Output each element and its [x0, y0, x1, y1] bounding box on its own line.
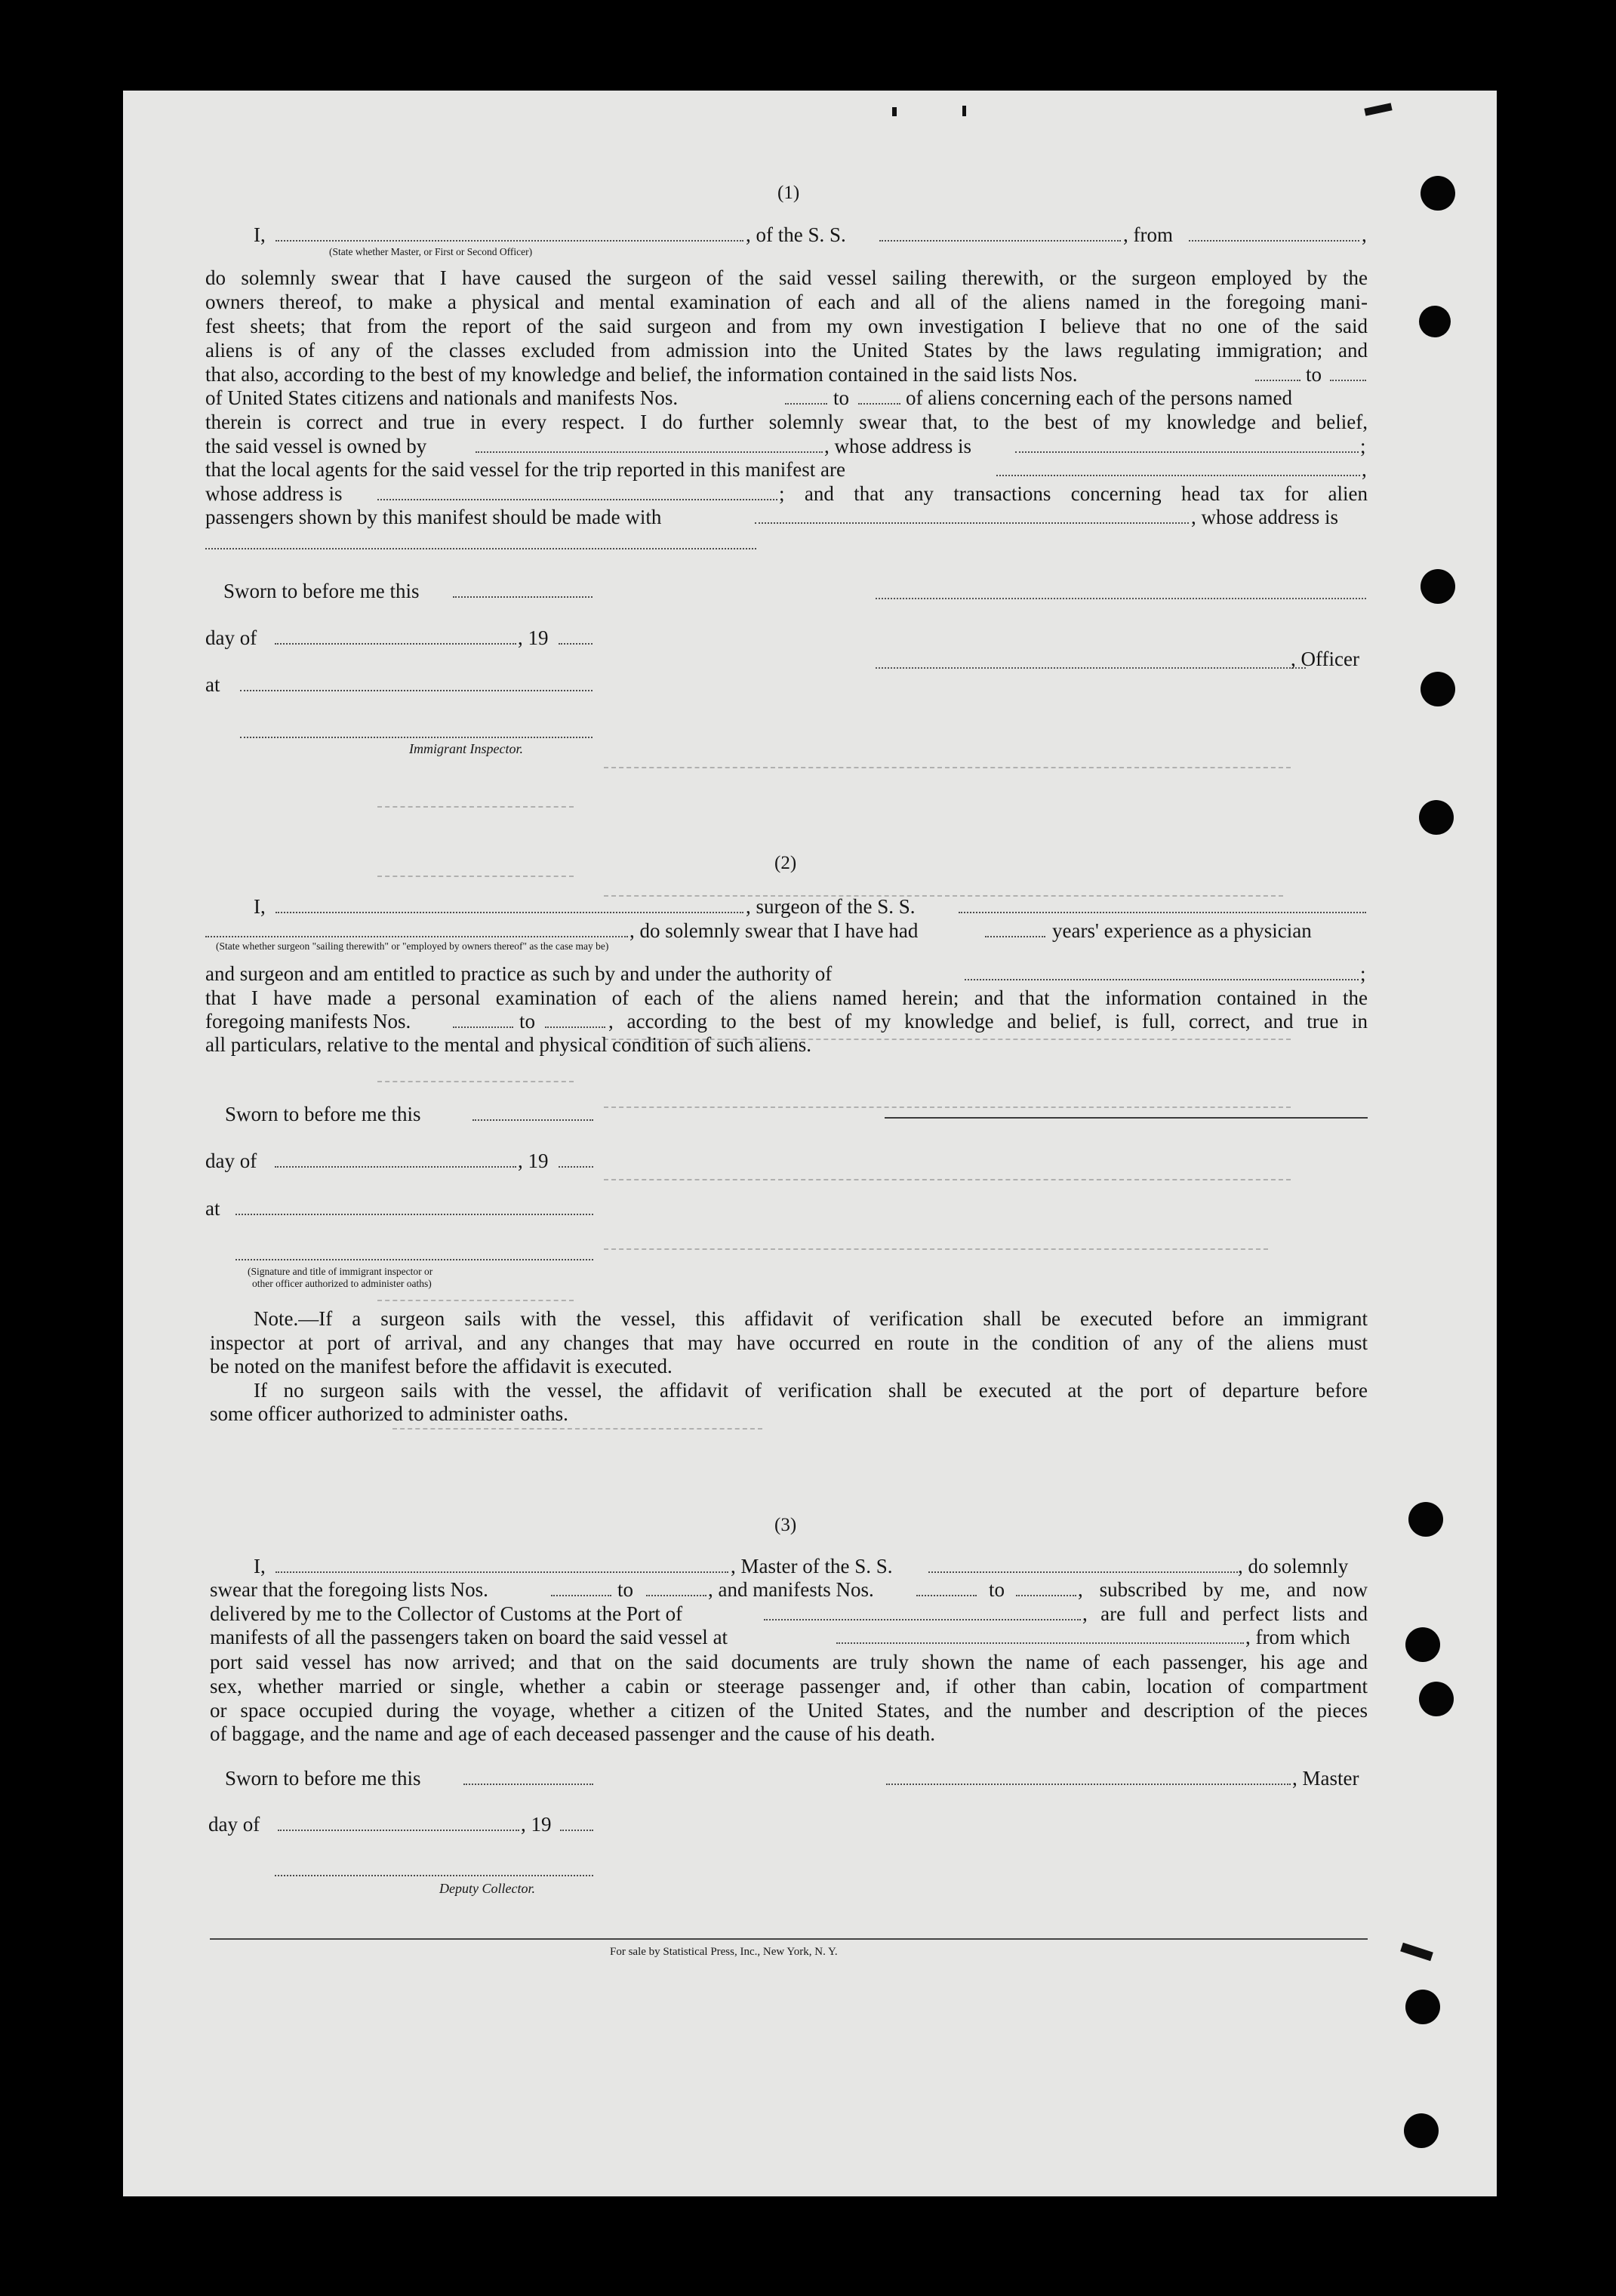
note-line: If no surgeon sails with the vessel, the affidavit of verification shall be executed at the port of departure before — [254, 1379, 1368, 1402]
officer-signature-line[interactable] — [876, 598, 1366, 599]
immigrant-inspector-caption: Immigrant Inspector. — [409, 741, 523, 756]
bleed-through-line — [604, 1106, 1291, 1108]
section-2-number: (2) — [774, 853, 797, 873]
bleed-through-line — [604, 767, 1291, 768]
master-sworn-month-field[interactable] — [278, 1830, 519, 1831]
deputy-collector-caption: Deputy Collector. — [439, 1881, 535, 1896]
authority-field[interactable] — [965, 979, 1359, 980]
officer-title-caption: (State whether Master, or First or Second Officer) — [329, 246, 533, 257]
surgeon-sworn-year-field[interactable] — [559, 1166, 593, 1168]
bleed-through-line — [392, 1428, 762, 1430]
surgeon-sworn-month-field[interactable] — [275, 1166, 516, 1168]
to-label: to — [519, 1010, 536, 1033]
surgeon-type-field[interactable] — [205, 936, 628, 937]
note-line: be noted on the manifest before the affidavit is executed. — [210, 1355, 673, 1377]
line-semicolon: ; — [1360, 962, 1366, 985]
head-tax-address-field[interactable] — [205, 548, 756, 549]
at-label: at — [205, 1197, 220, 1220]
printer-credit: For sale by Statistical Press, Inc., New York, N. Y. — [610, 1946, 838, 1958]
whose-address-label: , whose address is — [1191, 506, 1338, 528]
punch-hole — [1408, 1502, 1443, 1537]
subscribed-text: , subscribed by me, and now — [1078, 1578, 1368, 1601]
note-line: inspector at port of arrival, and any changes that may have occurred en route in the condition of any of the aliens must — [210, 1331, 1368, 1354]
bleed-through-line — [604, 1179, 1291, 1180]
bleed-through-line — [377, 1300, 574, 1301]
ship-name-field[interactable] — [879, 240, 1121, 242]
owned-by-text: the said vessel is owned by — [205, 435, 427, 457]
master-paragraph-line: or space occupied during the voyage, whether a citizen of the United States, and the number and description of the pieces — [210, 1699, 1368, 1722]
edge-mark — [892, 107, 897, 116]
punch-hole — [1421, 176, 1455, 211]
master-ship-field[interactable] — [928, 1571, 1238, 1573]
master-manifests-to-field[interactable] — [1016, 1595, 1076, 1596]
line-comma: , — [1362, 458, 1367, 481]
punch-hole — [1404, 2113, 1439, 2148]
master-label-right: , Master — [1292, 1767, 1359, 1790]
year-prefix: , 19 — [518, 1150, 549, 1172]
manifests-to-field[interactable] — [858, 403, 900, 405]
surgeon-sworn-day-field[interactable] — [472, 1119, 593, 1121]
to-label: to — [617, 1578, 634, 1601]
of-ss-label: , of the S. S. — [746, 223, 846, 246]
master-manifests-from-field[interactable] — [916, 1595, 977, 1596]
local-agents-field[interactable] — [996, 475, 1360, 476]
oath-paragraph-line: aliens is of any of the classes excluded from admission into the United States by the laws regulating immigration; and — [205, 339, 1368, 362]
at-label: at — [205, 673, 220, 696]
head-tax-party-field[interactable] — [755, 522, 1189, 524]
note-line: Note.—If a surgeon sails with the vessel, this affidavit of verification shall be executed before an immigrant — [254, 1307, 1368, 1330]
years-experience-field[interactable] — [985, 936, 1045, 937]
lists-from-field[interactable] — [1255, 380, 1300, 381]
punch-hole — [1419, 1682, 1454, 1716]
oath-paragraph-line: therein is correct and true in every respect. I do further solemnly swear that, to the best of my knowledge and belief, — [205, 411, 1368, 433]
line-comma: , — [1362, 223, 1367, 246]
section-1-number: (1) — [777, 183, 800, 203]
aliens-text: of aliens concerning each of the persons named — [906, 386, 1293, 409]
officer-label: I, — [254, 223, 266, 246]
owner-address-field[interactable] — [1015, 451, 1359, 453]
punch-hole — [1419, 306, 1451, 337]
sworn-label: Sworn to before me this — [225, 1103, 421, 1125]
full-perfect-text: , are full and perfect lists and — [1082, 1602, 1368, 1625]
sworn-label: Sworn to before me this — [223, 580, 420, 602]
and-manifests-text: , and manifests Nos. — [708, 1578, 874, 1601]
from-which-text: , from which — [1245, 1626, 1350, 1648]
local-agents-text: that the local agents for the said vessel for the trip reported in this manifest are — [205, 458, 845, 481]
surgeon-type-caption: (State whether surgeon "sailing therewith" or "employed by owners thereof" as the case may be) — [216, 940, 609, 952]
foregoing-lists-text: swear that the foregoing lists Nos. — [210, 1578, 488, 1601]
collector-text: delivered by me to the Collector of Customs at the Port of — [210, 1602, 683, 1625]
lists-to-field[interactable] — [1330, 380, 1366, 381]
surgeon-name-field[interactable] — [275, 912, 743, 913]
manifests-text: of United States citizens and nationals and manifests Nos. — [205, 386, 679, 409]
line-semicolon: ; — [1360, 435, 1366, 457]
punch-hole — [1405, 1990, 1440, 2024]
customs-port-field[interactable] — [764, 1619, 1081, 1620]
master-sworn-day-field[interactable] — [463, 1784, 593, 1785]
punch-hole — [1405, 1627, 1440, 1662]
do-solemnly-text: , do solemnly — [1238, 1555, 1349, 1577]
to-label: to — [1306, 363, 1322, 386]
signature-caption: other officer authorized to administer oaths) — [252, 1278, 432, 1289]
master-lists-to-field[interactable] — [646, 1595, 706, 1596]
punch-hole — [1421, 672, 1455, 706]
punch-hole — [1419, 800, 1454, 835]
surgeon-paragraph-line: that I have made a personal examination of each of the aliens named herein; and that the information contained in the — [205, 986, 1368, 1009]
to-label: to — [989, 1578, 1005, 1601]
surgeon-of-ss-label: , surgeon of the S. S. — [746, 895, 916, 918]
year-prefix: , 19 — [518, 626, 549, 649]
foregoing-manifests-text: foregoing manifests Nos. — [205, 1010, 411, 1033]
master-lists-from-field[interactable] — [551, 1595, 611, 1596]
surgeon-signature-line[interactable] — [885, 1117, 1368, 1119]
oath-paragraph-line: do solemnly swear that I have caused the surgeon of the said vessel sailing therewith, or the surgeon employed by the — [205, 266, 1368, 289]
bleed-through-line — [377, 806, 574, 808]
year-prefix: , 19 — [521, 1813, 552, 1836]
years-experience-text: years' experience as a physician — [1052, 919, 1312, 942]
surgeon-manifests-to-field[interactable] — [545, 1026, 605, 1028]
head-tax-text: ; and that any transactions concerning head tax for alien — [779, 482, 1368, 505]
lists-text: that also, according to the best of my knowledge and belief, the information contained in the said lists Nos. — [205, 363, 1078, 386]
vessel-owner-field[interactable] — [476, 451, 823, 453]
master-paragraph-last: of baggage, and the name and age of each deceased passenger and the cause of his death. — [210, 1722, 936, 1745]
master-signature-field[interactable] — [886, 1784, 1291, 1785]
surgeon-oath-officer-field[interactable] — [235, 1259, 593, 1260]
section-3-number: (3) — [774, 1515, 797, 1535]
surgeon-manifests-from-field[interactable] — [453, 1026, 513, 1028]
bleed-through-line — [377, 1081, 574, 1082]
punch-hole — [1421, 569, 1455, 604]
according-text: , according to the best of my knowledge and belief, is full, correct, and true in — [608, 1010, 1368, 1033]
sworn-place-field[interactable] — [240, 690, 593, 691]
surgeon-sworn-place-field[interactable] — [235, 1214, 593, 1215]
manifests-from-field[interactable] — [785, 403, 827, 405]
master-i-label: I, — [254, 1555, 266, 1577]
officer-title-line[interactable] — [876, 667, 1306, 669]
master-paragraph-line: port said vessel has now arrived; and that on the said documents are truly shown the name of each passenger, his age and — [210, 1651, 1368, 1673]
agents-address-text: whose address is — [205, 482, 343, 505]
surgeon-i-label: I, — [254, 895, 266, 918]
edge-mark — [962, 106, 966, 116]
solemnly-swear-text: , do solemnly swear that I have had — [629, 919, 919, 942]
note-line: some officer authorized to administer oaths. — [210, 1402, 568, 1425]
inspector-signature-field[interactable] — [240, 737, 593, 738]
sworn-label: Sworn to before me this — [225, 1767, 421, 1790]
bleed-through-line — [604, 1248, 1268, 1250]
departure-port-field[interactable] — [1189, 240, 1359, 242]
master-paragraph-line: sex, whether married or single, whether a cabin or steerage passenger and, if other than cabin, location of compartment — [210, 1675, 1368, 1697]
surgeon-ship-field[interactable] — [959, 912, 1366, 913]
deputy-collector-field[interactable] — [275, 1875, 593, 1876]
sworn-month-field[interactable] — [275, 643, 516, 645]
day-of-label: day of — [205, 626, 257, 649]
footer-rule — [210, 1938, 1368, 1940]
officer-title-field[interactable] — [275, 240, 743, 242]
to-label: to — [833, 386, 850, 409]
authority-text: and surgeon and am entitled to practice as such by and under the authority of — [205, 962, 833, 985]
passengers-text: passengers shown by this manifest should be made with — [205, 506, 662, 528]
signature-caption: (Signature and title of immigrant inspector or — [248, 1266, 433, 1277]
master-sworn-year-field[interactable] — [560, 1830, 593, 1831]
surgeon-paragraph-last: all particulars, relative to the mental and physical condition of such aliens. — [205, 1033, 811, 1056]
agents-address-field[interactable] — [377, 499, 777, 500]
from-label: , from — [1123, 223, 1173, 246]
bleed-through-line — [377, 876, 574, 877]
boarding-port-field[interactable] — [836, 1642, 1244, 1644]
bleed-through-line — [604, 895, 1283, 897]
day-of-label: day of — [205, 1150, 257, 1172]
sworn-day-field[interactable] — [453, 596, 593, 598]
master-of-ss-label: , Master of the S. S. — [731, 1555, 893, 1577]
oath-paragraph-line: owners thereof, to make a physical and mental examination of each and all of the aliens named in the foregoing mani- — [205, 291, 1368, 313]
master-name-field[interactable] — [275, 1571, 728, 1573]
oath-paragraph-line: fest sheets; that from the report of the said surgeon and from my own investigation I believe that no one of the said — [205, 315, 1368, 337]
taken-on-board-text: manifests of all the passengers taken on board the said vessel at — [210, 1626, 728, 1648]
day-of-label: day of — [208, 1813, 260, 1836]
whose-address-label: , whose address is — [824, 435, 971, 457]
sworn-year-field[interactable] — [559, 643, 593, 645]
officer-label-right: , Officer — [1291, 648, 1359, 670]
